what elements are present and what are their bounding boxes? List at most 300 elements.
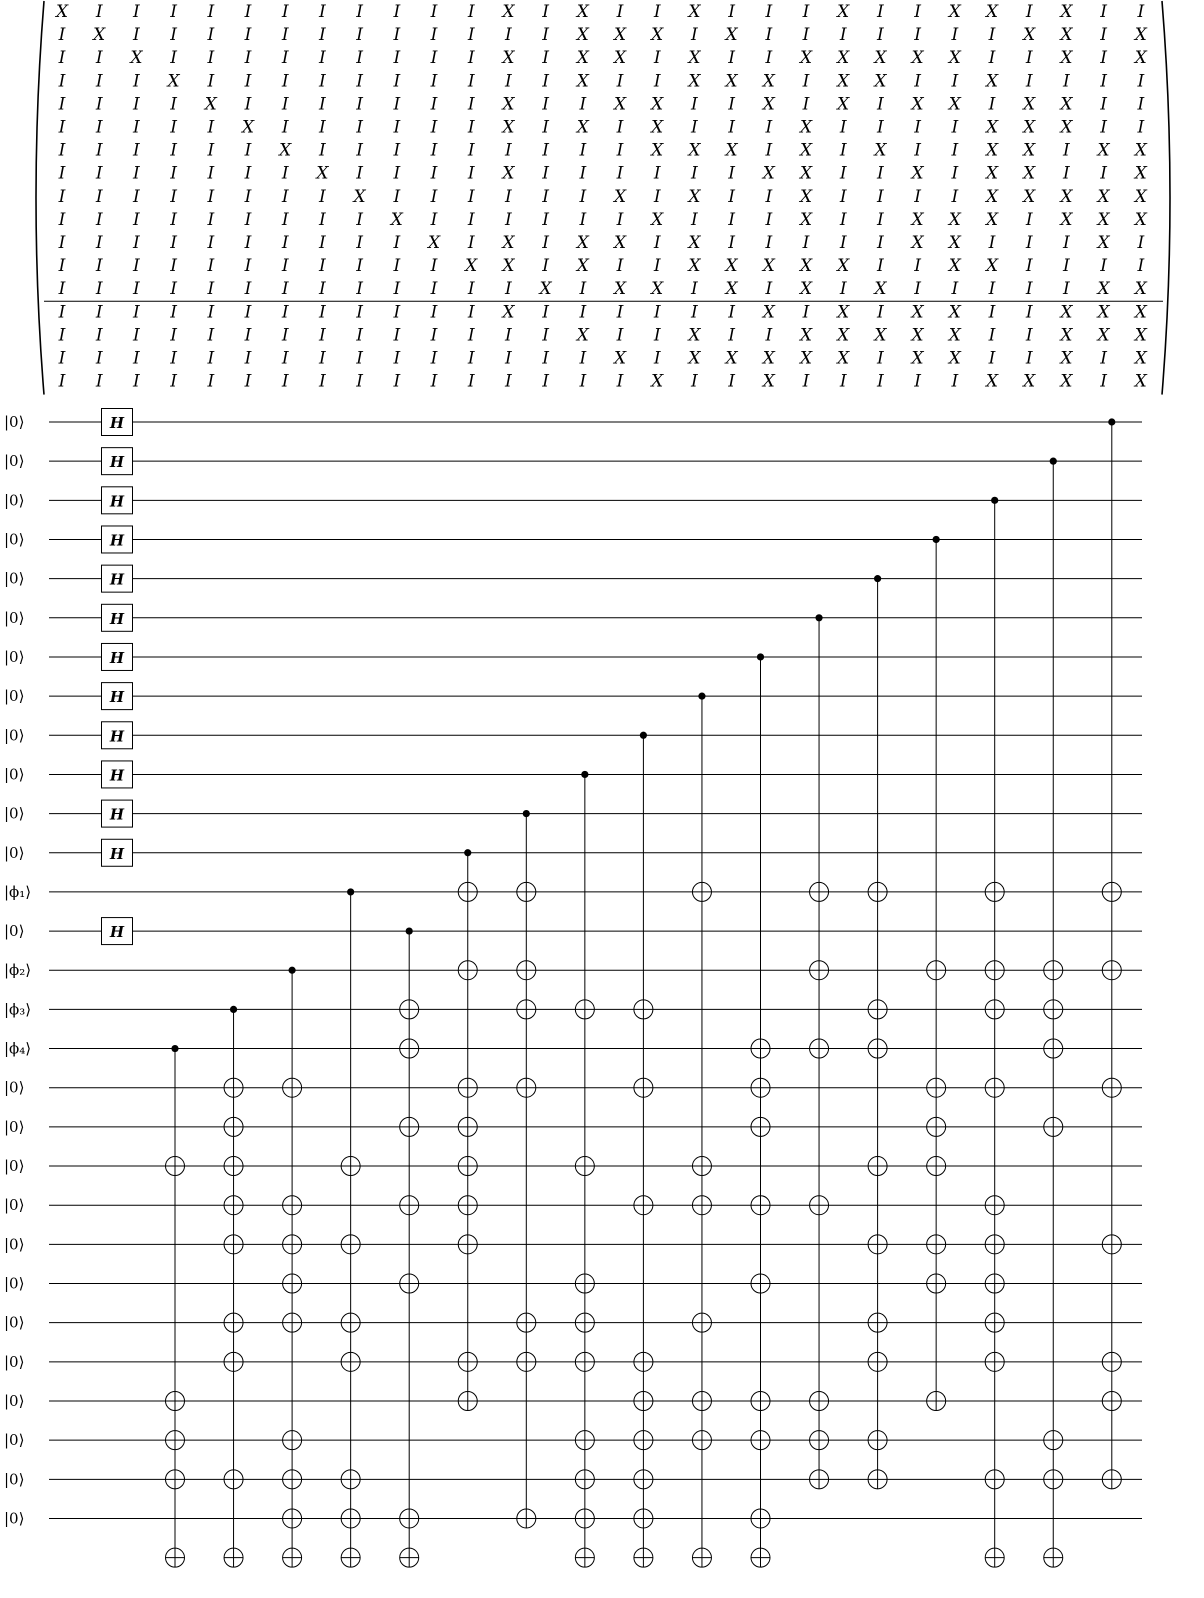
- control-dot: [1108, 418, 1115, 425]
- matrix-entry: X: [799, 209, 813, 230]
- matrix-entry: I: [542, 209, 549, 230]
- matrix-entry: I: [1025, 48, 1033, 69]
- matrix-entry: I: [430, 25, 438, 46]
- cnot-target: [985, 1548, 1004, 1567]
- matrix-entry: I: [393, 94, 401, 115]
- matrix-entry: I: [467, 2, 475, 22]
- matrix-entry: I: [765, 2, 773, 22]
- matrix-entry: X: [613, 279, 627, 300]
- matrix-entry: I: [616, 302, 624, 323]
- matrix-entry: I: [1100, 25, 1107, 46]
- matrix-entry: I: [467, 279, 475, 300]
- qubit-label: |0⟩: [4, 1470, 25, 1489]
- cnot-target: [400, 1509, 419, 1528]
- matrix-entry: X: [1134, 348, 1147, 369]
- matrix-entry: I: [319, 25, 326, 46]
- matrix-entry: X: [613, 233, 627, 253]
- matrix-row: [58, 349, 1148, 369]
- hadamard-gate: [102, 487, 133, 514]
- matrix-entry: X: [762, 71, 775, 92]
- matrix-entry: I: [430, 302, 438, 323]
- matrix-entry: I: [914, 186, 921, 207]
- qubit-wire: [4, 839, 1142, 866]
- matrix-entry: I: [653, 233, 661, 253]
- cnot-target: [517, 961, 536, 980]
- matrix-entry: I: [319, 233, 326, 253]
- matrix-entry: I: [542, 25, 549, 46]
- cnot-target: [692, 1548, 711, 1567]
- cnot-target: [1044, 1548, 1063, 1567]
- hadamard-gate: [102, 839, 133, 866]
- matrix-entry: I: [542, 325, 549, 346]
- matrix-entry: I: [95, 94, 103, 115]
- matrix-entry: I: [244, 233, 252, 253]
- matrix-entry: X: [1023, 117, 1036, 138]
- cnot-target: [166, 1431, 185, 1450]
- hadamard-gate: [102, 683, 133, 710]
- matrix-entry: I: [579, 302, 587, 323]
- matrix-entry: I: [1100, 2, 1107, 22]
- matrix-entry: I: [58, 94, 66, 115]
- cnot-target: [517, 1313, 536, 1332]
- matrix-entry: I: [579, 209, 587, 230]
- matrix-entry: I: [1137, 117, 1145, 138]
- hadamard-label: H: [109, 570, 125, 589]
- matrix-entry: I: [170, 163, 177, 184]
- matrix-entry: I: [430, 209, 438, 230]
- matrix-entry: I: [281, 233, 289, 253]
- matrix-entry: I: [95, 117, 103, 138]
- control-dot: [991, 497, 998, 504]
- matrix-entry: X: [985, 256, 999, 277]
- matrix-entry: I: [319, 186, 326, 207]
- matrix-entry: X: [130, 48, 143, 69]
- cnot-target: [341, 1548, 360, 1567]
- matrix-entry: X: [985, 2, 999, 22]
- cnot-target: [985, 1274, 1004, 1293]
- cnot-target: [692, 1431, 711, 1450]
- matrix-entry: I: [281, 117, 289, 138]
- qubit-wire: [4, 961, 1142, 979]
- matrix-entry: I: [319, 94, 326, 115]
- matrix-entry: X: [688, 233, 701, 253]
- matrix-entry: I: [728, 94, 735, 115]
- matrix-entry: I: [839, 186, 847, 207]
- matrix-entry: I: [579, 371, 587, 392]
- matrix-entry: X: [799, 163, 813, 184]
- matrix-entry: I: [319, 302, 326, 323]
- matrix-entry: I: [319, 2, 326, 22]
- matrix-entry: X: [613, 348, 627, 369]
- matrix-entry: X: [539, 279, 552, 300]
- qubit-wire: [4, 565, 1142, 592]
- cnot-target: [927, 1078, 946, 1097]
- cnot-target: [224, 1352, 243, 1371]
- cnot-column: [692, 693, 711, 1568]
- matrix-entry: I: [170, 302, 177, 323]
- matrix-entry: I: [95, 371, 103, 392]
- matrix-entry: I: [951, 25, 959, 46]
- cnot-target: [1102, 1392, 1121, 1411]
- matrix-entry: I: [691, 279, 698, 300]
- matrix-entry: I: [616, 140, 624, 161]
- cnot-target: [458, 1392, 477, 1411]
- matrix-entry: I: [393, 140, 401, 161]
- matrix-row: [58, 71, 1145, 91]
- matrix-entry: X: [874, 140, 887, 161]
- matrix-entry: I: [393, 71, 401, 92]
- cnot-target: [458, 882, 477, 901]
- matrix-entry: X: [1134, 325, 1147, 346]
- cnot-target: [927, 1117, 946, 1136]
- cnot-target: [985, 1196, 1004, 1215]
- matrix-entry: I: [728, 233, 735, 253]
- qubit-wire: [4, 526, 1142, 553]
- matrix-entry: I: [579, 348, 587, 369]
- matrix-entry: I: [505, 140, 512, 161]
- control-dot: [698, 693, 705, 700]
- matrix-entry: X: [762, 302, 775, 323]
- matrix-entry: I: [393, 256, 401, 277]
- matrix-entry: X: [1060, 348, 1073, 369]
- cnot-target: [575, 1000, 594, 1019]
- matrix-entry: I: [988, 302, 996, 323]
- matrix-entry: X: [725, 348, 738, 369]
- matrix-entry: I: [281, 371, 289, 392]
- matrix-entry: I: [133, 186, 140, 207]
- matrix-entry: I: [95, 48, 103, 69]
- matrix-entry: I: [765, 325, 773, 346]
- matrix-entry: I: [914, 256, 921, 277]
- matrix-entry: I: [170, 233, 177, 253]
- matrix-entry: I: [133, 233, 140, 253]
- matrix-row: [58, 279, 1148, 299]
- matrix-entry: I: [430, 163, 438, 184]
- qubit-wire: [4, 604, 1142, 631]
- cnot-target: [1102, 1078, 1121, 1097]
- matrix-entry: I: [244, 302, 252, 323]
- matrix-entry: I: [133, 209, 140, 230]
- matrix-entry: I: [951, 279, 959, 300]
- matrix-entry: I: [430, 94, 438, 115]
- matrix-entry: X: [874, 325, 887, 346]
- matrix-entry: X: [353, 186, 366, 207]
- qubit-wire: [4, 448, 1142, 475]
- matrix-entry: I: [393, 117, 401, 138]
- matrix-entry: X: [688, 48, 701, 69]
- matrix-entry: X: [688, 348, 701, 369]
- matrix-entry: I: [207, 348, 215, 369]
- matrix-entry: I: [356, 117, 363, 138]
- matrix-row: [58, 48, 1148, 68]
- matrix-entry: I: [914, 371, 921, 392]
- matrix-entry: I: [765, 140, 773, 161]
- matrix-entry: I: [505, 325, 512, 346]
- matrix-entry: I: [467, 186, 475, 207]
- matrix-entry: I: [505, 186, 512, 207]
- matrix-entry: I: [728, 325, 735, 346]
- matrix-entry: I: [133, 325, 140, 346]
- matrix-entry: X: [390, 209, 403, 230]
- matrix-row: [58, 233, 1145, 253]
- cnot-target: [575, 1470, 594, 1489]
- qubit-label: |0⟩: [4, 1235, 25, 1254]
- cnot-target: [634, 1000, 653, 1019]
- matrix-row: [58, 302, 1148, 322]
- matrix-entry: X: [799, 325, 813, 346]
- matrix-entry: I: [988, 325, 996, 346]
- matrix-entry: I: [505, 71, 512, 92]
- matrix-entry: I: [207, 117, 215, 138]
- cnot-target: [1102, 1470, 1121, 1489]
- matrix-entry: I: [616, 2, 624, 22]
- hadamard-label: H: [109, 414, 125, 432]
- cnot-target: [751, 1117, 770, 1136]
- matrix-entry: I: [467, 302, 475, 323]
- matrix-entry: I: [951, 163, 959, 184]
- qubit-label: |0⟩: [4, 1313, 25, 1332]
- matrix-entry: I: [133, 2, 140, 22]
- matrix-entry: X: [502, 163, 515, 184]
- matrix-entry: I: [877, 94, 884, 115]
- matrix-entry: I: [988, 48, 996, 69]
- cnot-target: [927, 1157, 946, 1176]
- matrix-entry: I: [95, 2, 103, 22]
- cnot-target: [400, 1548, 419, 1567]
- matrix-entry: I: [1137, 233, 1145, 253]
- matrix-entry: I: [691, 94, 698, 115]
- matrix-entry: X: [1060, 117, 1073, 138]
- cnot-target: [575, 1352, 594, 1371]
- qubit-label: |0⟩: [4, 1509, 25, 1528]
- matrix-entry: I: [319, 48, 326, 69]
- matrix-row: [58, 325, 1148, 345]
- matrix-entry: I: [170, 348, 177, 369]
- cnot-target: [341, 1157, 360, 1176]
- matrix-entry: I: [207, 371, 215, 392]
- matrix-entry: I: [877, 302, 884, 323]
- cnot-target: [517, 882, 536, 901]
- matrix-entry: I: [58, 233, 66, 253]
- matrix-entry: I: [542, 94, 549, 115]
- cnot-target: [224, 1117, 243, 1136]
- matrix-entry: X: [651, 140, 664, 161]
- matrix-entry: X: [1060, 186, 1073, 207]
- matrix-entry: X: [762, 163, 775, 184]
- cnot-column: [283, 967, 302, 1568]
- matrix-entry: I: [653, 71, 661, 92]
- matrix-entry: X: [427, 233, 441, 253]
- matrix-entry: I: [877, 117, 884, 138]
- cnot-target: [1044, 961, 1063, 980]
- matrix-entry: I: [728, 163, 735, 184]
- matrix-entry: I: [505, 25, 512, 46]
- matrix-entry: I: [802, 25, 810, 46]
- hadamard-gate: [102, 565, 133, 592]
- cnot-column: [224, 1006, 243, 1567]
- matrix-entry: I: [802, 94, 810, 115]
- cnot-target: [751, 1078, 770, 1097]
- control-dot: [230, 1006, 237, 1013]
- cnot-target: [224, 1235, 243, 1254]
- matrix-entry: I: [319, 279, 326, 300]
- control-dot: [815, 614, 822, 621]
- hadamard-label: H: [109, 648, 125, 667]
- matrix-entry: I: [505, 209, 512, 230]
- matrix-entry: X: [874, 279, 887, 300]
- qubit-label: |0⟩: [4, 765, 25, 784]
- matrix-entry: X: [948, 233, 961, 253]
- matrix-entry: I: [653, 48, 661, 69]
- matrix-entry: X: [1134, 302, 1147, 323]
- matrix-entry: I: [58, 256, 66, 277]
- matrix-entry: X: [1060, 371, 1073, 392]
- matrix-entry: I: [467, 94, 475, 115]
- matrix-entry: X: [502, 117, 515, 138]
- cnot-target: [400, 1117, 419, 1136]
- matrix-entry: X: [1134, 186, 1147, 207]
- matrix-entry: I: [877, 186, 884, 207]
- cnot-target: [634, 1392, 653, 1411]
- cnot-target: [1044, 1117, 1063, 1136]
- hadamard-gate: [102, 722, 133, 749]
- matrix-entry: X: [948, 48, 961, 69]
- matrix-entry: I: [802, 302, 810, 323]
- matrix-entry: I: [356, 233, 363, 253]
- matrix-entry: I: [542, 140, 549, 161]
- control-dot: [464, 849, 471, 856]
- matrix-entry: I: [170, 279, 177, 300]
- hadamard-gate: [102, 409, 133, 436]
- matrix-entry: X: [1097, 140, 1110, 161]
- cnot-target: [751, 1431, 770, 1450]
- matrix-entry: I: [281, 2, 289, 22]
- matrix-entry: X: [576, 71, 589, 92]
- hadamard-gate: [102, 604, 133, 631]
- matrix-entry: X: [948, 302, 961, 323]
- matrix-entry: I: [170, 2, 177, 22]
- matrix-entry: I: [728, 302, 735, 323]
- qubit-label: |0⟩: [4, 1352, 25, 1371]
- matrix-entry: I: [58, 163, 66, 184]
- matrix-entry: X: [762, 348, 775, 369]
- cnot-target: [1044, 1039, 1063, 1058]
- matrix-row: [58, 25, 1148, 45]
- matrix-entry: I: [1137, 256, 1145, 277]
- cnot-target: [224, 1313, 243, 1332]
- matrix-entry: I: [95, 348, 103, 369]
- matrix-entry: I: [356, 348, 363, 369]
- hadamard-gate: [102, 643, 133, 670]
- matrix-entry: I: [914, 2, 921, 22]
- matrix-entry: I: [542, 2, 549, 22]
- matrix-entry: I: [281, 94, 289, 115]
- qubit-label: |0⟩: [4, 452, 25, 471]
- qubit-wire: [4, 409, 1142, 436]
- matrix-entry: I: [653, 256, 661, 277]
- matrix-entry: X: [837, 48, 850, 69]
- matrix-entry: I: [244, 163, 252, 184]
- cnot-target: [341, 1470, 360, 1489]
- cnot-target: [517, 1509, 536, 1528]
- qubit-label: |0⟩: [4, 1196, 25, 1215]
- matrix-entry: I: [542, 186, 549, 207]
- cnot-target: [575, 1274, 594, 1293]
- cnot-target: [868, 1431, 887, 1450]
- cnot-column: [341, 888, 360, 1567]
- matrix-entry: I: [765, 186, 773, 207]
- cnot-target: [458, 961, 477, 980]
- matrix-entry: I: [1100, 371, 1107, 392]
- matrix-entry: I: [207, 209, 215, 230]
- control-dot: [874, 575, 881, 582]
- cnot-target: [751, 1509, 770, 1528]
- matrix-entry: I: [281, 48, 289, 69]
- matrix-entry: I: [244, 348, 252, 369]
- matrix-entry: I: [244, 186, 252, 207]
- matrix-entry: I: [691, 163, 698, 184]
- matrix-entry: I: [356, 163, 363, 184]
- matrix-entry: X: [1023, 163, 1036, 184]
- cnot-column: [634, 732, 653, 1567]
- matrix-entry: I: [839, 117, 847, 138]
- cnot-column: [868, 575, 887, 1489]
- matrix-entry: X: [576, 256, 589, 277]
- qubit-label: |0⟩: [4, 530, 25, 549]
- cnot-target: [751, 1039, 770, 1058]
- matrix-entry: X: [725, 140, 738, 161]
- matrix-entry: X: [576, 117, 589, 138]
- cnot-target: [575, 1431, 594, 1450]
- matrix-entry: X: [948, 325, 961, 346]
- matrix-entry: I: [281, 256, 289, 277]
- matrix-entry: I: [58, 140, 66, 161]
- matrix-entry: I: [207, 140, 215, 161]
- matrix-entry: I: [393, 371, 401, 392]
- cnot-target: [634, 1509, 653, 1528]
- matrix-entry: I: [95, 163, 103, 184]
- matrix-entry: I: [728, 48, 735, 69]
- cnot-target: [224, 1470, 243, 1489]
- qubit-label: |0⟩: [4, 922, 25, 941]
- matrix-entry: I: [319, 325, 326, 346]
- cnot-target: [517, 1352, 536, 1371]
- matrix-entry: X: [651, 117, 664, 138]
- qubit-wire: [4, 800, 1142, 827]
- matrix-entry: I: [170, 371, 177, 392]
- matrix-entry: I: [1100, 71, 1107, 92]
- cnot-target: [692, 1196, 711, 1215]
- matrix-entry: I: [356, 140, 363, 161]
- matrix-entry: I: [319, 256, 326, 277]
- matrix-entry: X: [1060, 325, 1073, 346]
- cnot-target: [692, 1392, 711, 1411]
- cnot-target: [810, 961, 829, 980]
- qubit-wire: [4, 1000, 1142, 1018]
- qubit-label: |0⟩: [4, 1117, 25, 1136]
- matrix-row: [58, 372, 1148, 392]
- matrix-entry: X: [725, 279, 738, 300]
- matrix-entry: I: [95, 209, 103, 230]
- matrix-entry: I: [839, 371, 847, 392]
- hadamard-gate: [102, 800, 133, 827]
- matrix-entry: I: [356, 302, 363, 323]
- qubit-label: |0⟩: [4, 843, 25, 862]
- matrix-entry: X: [502, 48, 515, 69]
- matrix-entry: I: [170, 94, 177, 115]
- matrix-entry: I: [244, 48, 252, 69]
- matrix-entry: I: [133, 256, 140, 277]
